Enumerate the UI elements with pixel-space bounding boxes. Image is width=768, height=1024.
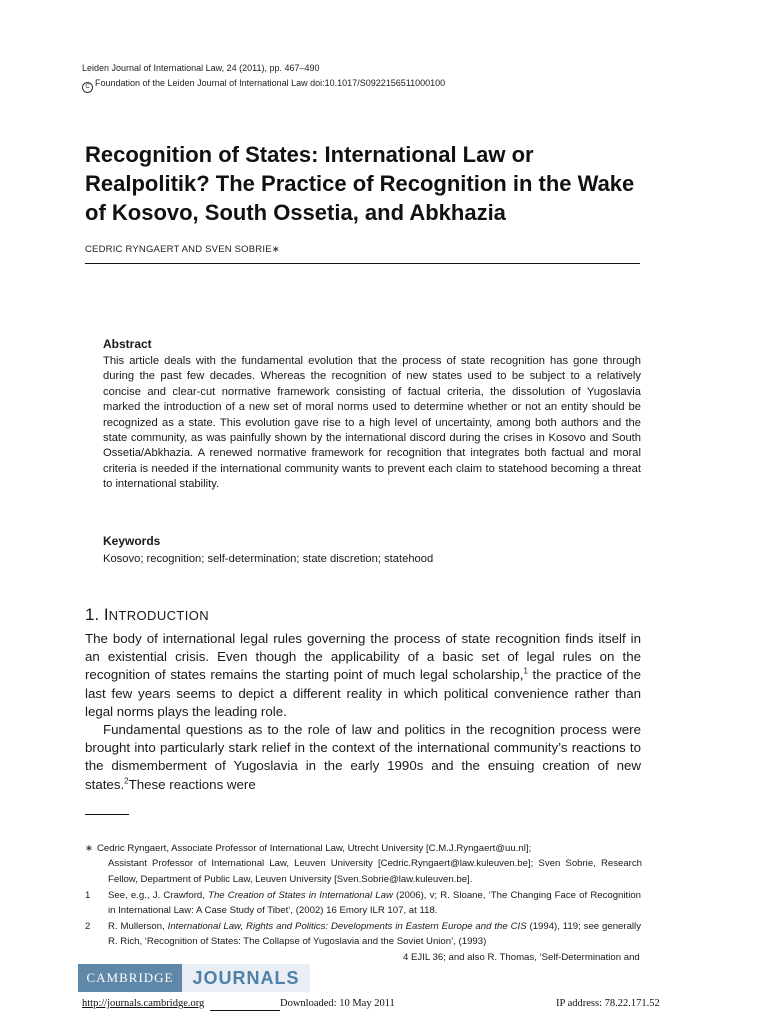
fn1-b: (2006), v; R. Sloane, ‘The Changing Face of Recognition in International Law: A Case Study of Tibet’, (2002) 16 Emory ILR 107, at 118.	[108, 890, 641, 917]
footer-underline	[210, 1010, 280, 1011]
paragraph-2	[85, 721, 641, 794]
footnote-author-rest: Assistant Professor of International Law, Leuven University [Cedric.Ryngaert@law.kuleuven.be]; Sven Sobrie, Research Fellow, Department of Public Law, Leuven University [Sven.Sobrie@law.kuleuven.be].	[108, 858, 642, 885]
logo-cambridge: CAMBRIDGE	[78, 964, 182, 992]
paragraph-1	[85, 630, 641, 721]
cambridge-journals-logo[interactable]	[78, 964, 310, 992]
download-date: Downloaded: 10 May 2011	[280, 998, 395, 1009]
footnote-1-text	[108, 888, 641, 919]
p2-text-a: Fundamental questions as to the role of law and politics in the recognition process were brought into particularly stark relief in the context of the international community’s reactions to the dismemberment of Yugoslavia in the early 1990s and the ensuing creation of new states.	[85, 722, 641, 792]
footnote-divider	[85, 814, 129, 815]
footnote-2-continuation: 4 EJIL 36; and also R. Thomas, ‘Self-Determination and	[403, 952, 640, 963]
ip-address: IP address: 78.22.171.52	[556, 998, 660, 1009]
p2-text-b: These reactions were	[128, 776, 256, 792]
footnote-author-text	[97, 841, 642, 887]
doi-line	[82, 77, 445, 93]
logo-journals: JOURNALS	[182, 964, 310, 992]
p1-text-b: the practice of the last few years seems to depict a different reality in which political convenience rather than legal norms plays the leading role.	[85, 667, 641, 719]
journal-reference: Leiden Journal of International Law, 24 (2011), pp. 467–490	[82, 63, 320, 73]
article-authors: CEDRIC RYNGAERT AND SVEN SOBRIE∗	[85, 244, 280, 255]
footnote-2-number: 2	[85, 921, 91, 932]
footnote-ref-1: 1	[523, 666, 528, 676]
copyright-icon: C	[82, 82, 93, 93]
title-divider	[85, 263, 640, 264]
fn2-italic: International Law, Rights and Politics: Developments in Eastern Europe and the CIS	[167, 921, 527, 932]
fn1-italic: The Creation of States in International Law	[208, 890, 393, 901]
footnote-author-line1: Cedric Ryngaert, Associate Professor of International Law, Utrecht University [C.M.J.Ryngaert@uu.nl];	[97, 843, 532, 854]
footnote-ref-2: 2	[124, 776, 129, 786]
section-title: NTRODUCTION	[108, 608, 210, 623]
keywords-heading: Keywords	[103, 534, 161, 548]
journals-link[interactable]: http://journals.cambridge.org	[82, 998, 205, 1009]
p1-text-a: The body of international legal rules governing the process of state recognition finds itself in an existential crisis. Even though the applicability of a basic set of legal rules on the recognition of states remains the starting point of much legal scholarship,	[85, 631, 641, 683]
foundation-text: Foundation of the Leiden Journal of International Law doi:10.1017/S0922156511000100	[95, 78, 446, 88]
abstract-text: This article deals with the fundamental evolution that the process of state recognition has gone through during the past few decades. Whereas the recognition of new states used to be subject to a relatively concise and clear-cut normative framework consisting of factual criteria, the dissolution of Yugoslavia marked the introduction of a new set of moral norms used to determine whether or not an entity should be recognized as a state. This evolution gave rise to a high level of uncertainty, among both authors and the state community, as was painfully shown by the international discord during the crises in Kosovo and South Ossetia/Abkhazia. A renewed normative framework for recognition that integrates both factual and moral criteria is needed if the international community wants to prevent each claim to statehood becoming a threat to international stability.	[103, 355, 641, 491]
article-title: Recognition of States: International Law or Realpolitik? The Practice of Recognition in the Wake of Kosovo, South Ossetia, and Abkhazia	[85, 142, 635, 225]
footnote-1-number: 1	[85, 890, 91, 901]
fn2-a: R. Mullerson,	[108, 921, 168, 932]
fn2-b: (1994), 119; see generally R. Rich, ‘Recognition of States: The Collapse of Yugoslavia and the Soviet Union’, (1993)	[108, 921, 641, 948]
keywords-text: Kosovo; recognition; self-determination; state discretion; statehood	[103, 553, 434, 565]
section-heading	[85, 604, 209, 627]
abstract-heading: Abstract	[103, 337, 152, 351]
footnote-star-mark: ∗	[85, 843, 94, 854]
body-text	[85, 630, 641, 794]
fn1-a: See, e.g., J. Crawford,	[108, 890, 209, 901]
section-number: 1. I	[85, 605, 109, 624]
footnote-2-text	[108, 919, 641, 950]
